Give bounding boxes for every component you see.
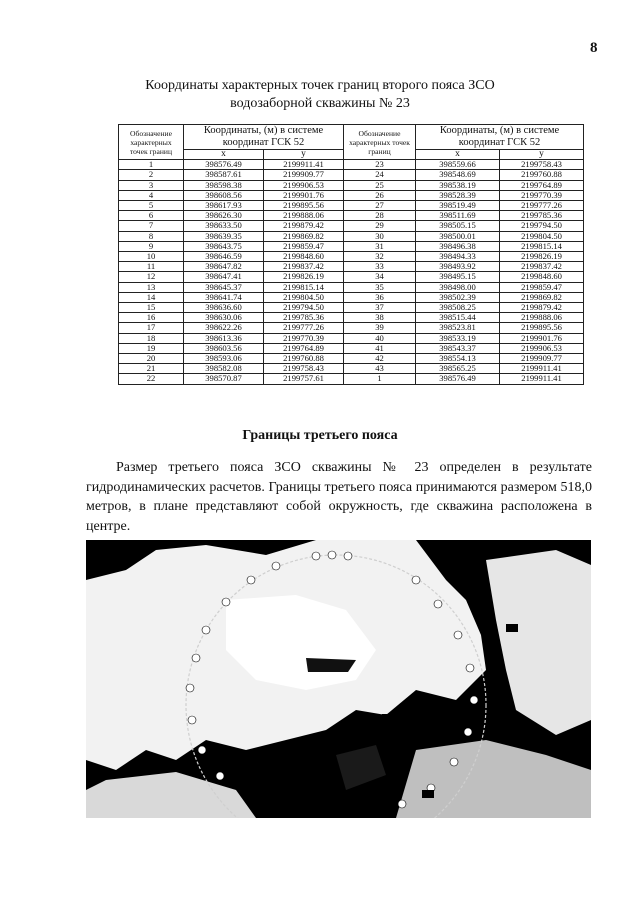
table-row xyxy=(119,241,584,251)
point-left-cell: 8 xyxy=(119,231,184,241)
table-row xyxy=(119,190,584,200)
x-right-cell: 398511.69 xyxy=(416,211,500,221)
x-left-cell: 398593.06 xyxy=(184,354,264,364)
x-left-cell: 398587.61 xyxy=(184,170,264,180)
x-left-cell: 398613.36 xyxy=(184,333,264,343)
y-left-cell: 2199859.47 xyxy=(264,241,344,251)
header-coords-right: Координаты, (м) в системе координат ГСК 52 xyxy=(416,125,584,150)
x-left-cell: 398647.41 xyxy=(184,272,264,282)
table-title-line2: водозаборной скважины № 23 xyxy=(230,96,410,111)
x-left-cell: 398647.82 xyxy=(184,262,264,272)
point-left-cell: 14 xyxy=(119,292,184,302)
header-y-right: y xyxy=(500,150,584,160)
point-left-cell: 22 xyxy=(119,374,184,384)
x-right-cell: 398515.44 xyxy=(416,313,500,323)
y-left-cell: 2199901.76 xyxy=(264,190,344,200)
y-right-cell: 2199848.60 xyxy=(500,272,584,282)
point-left-cell: 5 xyxy=(119,201,184,211)
point-left-cell: 12 xyxy=(119,272,184,282)
point-right-cell: 23 xyxy=(344,160,416,170)
x-left-cell: 398636.60 xyxy=(184,303,264,313)
table-title-line1: Координаты характерных точек границ второго пояса ЗСО xyxy=(145,78,495,93)
section-heading: Границы третьего пояса xyxy=(242,428,398,443)
table-row xyxy=(119,374,584,384)
y-right-cell: 2199859.47 xyxy=(500,282,584,292)
y-right-cell: 2199758.43 xyxy=(500,160,584,170)
x-right-cell: 398505.15 xyxy=(416,221,500,231)
header-point-left: Обозначение характерных точек границ xyxy=(119,125,184,160)
point-left-cell: 1 xyxy=(119,160,184,170)
point-right-cell: 41 xyxy=(344,343,416,353)
x-right-cell: 398559.66 xyxy=(416,160,500,170)
point-right-cell: 29 xyxy=(344,221,416,231)
x-right-cell: 398523.81 xyxy=(416,323,500,333)
header-x-left: x xyxy=(184,150,264,160)
header-y-left: y xyxy=(264,150,344,160)
y-left-cell: 2199826.19 xyxy=(264,272,344,282)
point-right-cell: 30 xyxy=(344,231,416,241)
point-right-cell: 26 xyxy=(344,190,416,200)
table-row xyxy=(119,180,584,190)
x-left-cell: 398617.93 xyxy=(184,201,264,211)
coordinates-table-body xyxy=(119,160,584,384)
y-left-cell: 2199770.39 xyxy=(264,333,344,343)
y-left-cell: 2199909.77 xyxy=(264,170,344,180)
y-right-cell: 2199911.41 xyxy=(500,374,584,384)
y-right-cell: 2199906.53 xyxy=(500,343,584,353)
y-left-cell: 2199758.43 xyxy=(264,364,344,374)
header-point-right: Обозначение характерных точек границ xyxy=(344,125,416,160)
x-left-cell: 398646.59 xyxy=(184,252,264,262)
page-number: 8 xyxy=(590,40,598,56)
y-right-cell: 2199895.56 xyxy=(500,323,584,333)
coordinates-table xyxy=(118,124,584,385)
point-left-cell: 20 xyxy=(119,354,184,364)
paragraph: Размер третьего пояса ЗСО скважины № 23 определен в результате гидродинамических расчетов. Границы третьего пояса принимаются размером 518,0 метров, в плане представляют собой окружность, где скважина расположена в центре. xyxy=(86,460,592,534)
y-left-cell: 2199906.53 xyxy=(264,180,344,190)
point-right-cell: 34 xyxy=(344,272,416,282)
point-right-cell: 36 xyxy=(344,292,416,302)
point-left-cell: 7 xyxy=(119,221,184,231)
x-right-cell: 398519.49 xyxy=(416,201,500,211)
point-left-cell: 9 xyxy=(119,241,184,251)
y-right-cell: 2199911.41 xyxy=(500,364,584,374)
y-left-cell: 2199895.56 xyxy=(264,201,344,211)
y-right-cell: 2199770.39 xyxy=(500,190,584,200)
table-row xyxy=(119,262,584,272)
point-left-cell: 17 xyxy=(119,323,184,333)
y-right-cell: 2199764.89 xyxy=(500,180,584,190)
table-row xyxy=(119,303,584,313)
table-row xyxy=(119,272,584,282)
x-right-cell: 398494.33 xyxy=(416,252,500,262)
y-left-cell: 2199869.82 xyxy=(264,231,344,241)
y-right-cell: 2199869.82 xyxy=(500,292,584,302)
point-left-cell: 4 xyxy=(119,190,184,200)
y-left-cell: 2199911.41 xyxy=(264,160,344,170)
y-left-cell: 2199879.42 xyxy=(264,221,344,231)
x-left-cell: 398630.06 xyxy=(184,313,264,323)
y-right-cell: 2199909.77 xyxy=(500,354,584,364)
y-left-cell: 2199760.88 xyxy=(264,354,344,364)
table-row xyxy=(119,313,584,323)
point-right-cell: 32 xyxy=(344,252,416,262)
x-right-cell: 398533.19 xyxy=(416,333,500,343)
y-right-cell: 2199815.14 xyxy=(500,241,584,251)
y-left-cell: 2199815.14 xyxy=(264,282,344,292)
x-left-cell: 398639.35 xyxy=(184,231,264,241)
x-right-cell: 398496.38 xyxy=(416,241,500,251)
point-right-cell: 42 xyxy=(344,354,416,364)
x-left-cell: 398643.75 xyxy=(184,241,264,251)
point-right-cell: 24 xyxy=(344,170,416,180)
x-left-cell: 398633.50 xyxy=(184,221,264,231)
y-left-cell: 2199804.50 xyxy=(264,292,344,302)
point-right-cell: 27 xyxy=(344,201,416,211)
point-left-cell: 19 xyxy=(119,343,184,353)
x-right-cell: 398495.15 xyxy=(416,272,500,282)
table-row xyxy=(119,201,584,211)
y-left-cell: 2199848.60 xyxy=(264,252,344,262)
x-right-cell: 398508.25 xyxy=(416,303,500,313)
x-left-cell: 398598.38 xyxy=(184,180,264,190)
table-row xyxy=(119,292,584,302)
point-left-cell: 16 xyxy=(119,313,184,323)
y-right-cell: 2199837.42 xyxy=(500,262,584,272)
y-right-cell: 2199794.50 xyxy=(500,221,584,231)
table-row xyxy=(119,282,584,292)
point-right-cell: 38 xyxy=(344,313,416,323)
point-right-cell: 40 xyxy=(344,333,416,343)
y-right-cell: 2199888.06 xyxy=(500,313,584,323)
table-row xyxy=(119,170,584,180)
x-left-cell: 398576.49 xyxy=(184,160,264,170)
point-left-cell: 11 xyxy=(119,262,184,272)
y-right-cell: 2199785.36 xyxy=(500,211,584,221)
y-right-cell: 2199826.19 xyxy=(500,252,584,262)
point-right-cell: 37 xyxy=(344,303,416,313)
point-left-cell: 6 xyxy=(119,211,184,221)
x-right-cell: 398528.39 xyxy=(416,190,500,200)
x-right-cell: 398538.19 xyxy=(416,180,500,190)
table-row xyxy=(119,221,584,231)
table-row xyxy=(119,231,584,241)
x-right-cell: 398543.37 xyxy=(416,343,500,353)
point-right-cell: 25 xyxy=(344,180,416,190)
y-right-cell: 2199777.26 xyxy=(500,201,584,211)
y-right-cell: 2199879.42 xyxy=(500,303,584,313)
x-right-cell: 398576.49 xyxy=(416,374,500,384)
table-row xyxy=(119,333,584,343)
x-right-cell: 398500.01 xyxy=(416,231,500,241)
table-row xyxy=(119,343,584,353)
table-row xyxy=(119,323,584,333)
x-left-cell: 398622.26 xyxy=(184,323,264,333)
y-left-cell: 2199764.89 xyxy=(264,343,344,353)
point-left-cell: 3 xyxy=(119,180,184,190)
satellite-map-image xyxy=(86,540,591,818)
y-right-cell: 2199760.88 xyxy=(500,170,584,180)
x-left-cell: 398570.87 xyxy=(184,374,264,384)
table-row xyxy=(119,354,584,364)
x-right-cell: 398502.39 xyxy=(416,292,500,302)
x-left-cell: 398641.74 xyxy=(184,292,264,302)
table-row xyxy=(119,160,584,170)
y-left-cell: 2199757.61 xyxy=(264,374,344,384)
point-right-cell: 33 xyxy=(344,262,416,272)
x-right-cell: 398493.92 xyxy=(416,262,500,272)
x-right-cell: 398554.13 xyxy=(416,354,500,364)
header-coords-left: Координаты, (м) в системе координат ГСК 52 xyxy=(184,125,344,150)
x-left-cell: 398603.56 xyxy=(184,343,264,353)
table-title xyxy=(0,77,640,113)
y-left-cell: 2199794.50 xyxy=(264,303,344,313)
point-left-cell: 15 xyxy=(119,303,184,313)
x-left-cell: 398608.56 xyxy=(184,190,264,200)
table-row xyxy=(119,252,584,262)
x-right-cell: 398548.69 xyxy=(416,170,500,180)
point-left-cell: 2 xyxy=(119,170,184,180)
header-x-right: x xyxy=(416,150,500,160)
point-left-cell: 10 xyxy=(119,252,184,262)
x-left-cell: 398645.37 xyxy=(184,282,264,292)
y-right-cell: 2199901.76 xyxy=(500,333,584,343)
y-left-cell: 2199837.42 xyxy=(264,262,344,272)
y-left-cell: 2199785.36 xyxy=(264,313,344,323)
x-left-cell: 398626.30 xyxy=(184,211,264,221)
point-right-cell: 31 xyxy=(344,241,416,251)
y-right-cell: 2199804.50 xyxy=(500,231,584,241)
y-left-cell: 2199777.26 xyxy=(264,323,344,333)
point-left-cell: 21 xyxy=(119,364,184,374)
x-right-cell: 398565.25 xyxy=(416,364,500,374)
point-right-cell: 43 xyxy=(344,364,416,374)
table-row xyxy=(119,211,584,221)
table-row xyxy=(119,364,584,374)
x-left-cell: 398582.08 xyxy=(184,364,264,374)
y-left-cell: 2199888.06 xyxy=(264,211,344,221)
point-right-cell: 39 xyxy=(344,323,416,333)
point-right-cell: 1 xyxy=(344,374,416,384)
x-right-cell: 398498.00 xyxy=(416,282,500,292)
point-left-cell: 18 xyxy=(119,333,184,343)
map-graphic xyxy=(86,540,591,818)
point-right-cell: 35 xyxy=(344,282,416,292)
point-left-cell: 13 xyxy=(119,282,184,292)
point-right-cell: 28 xyxy=(344,211,416,221)
